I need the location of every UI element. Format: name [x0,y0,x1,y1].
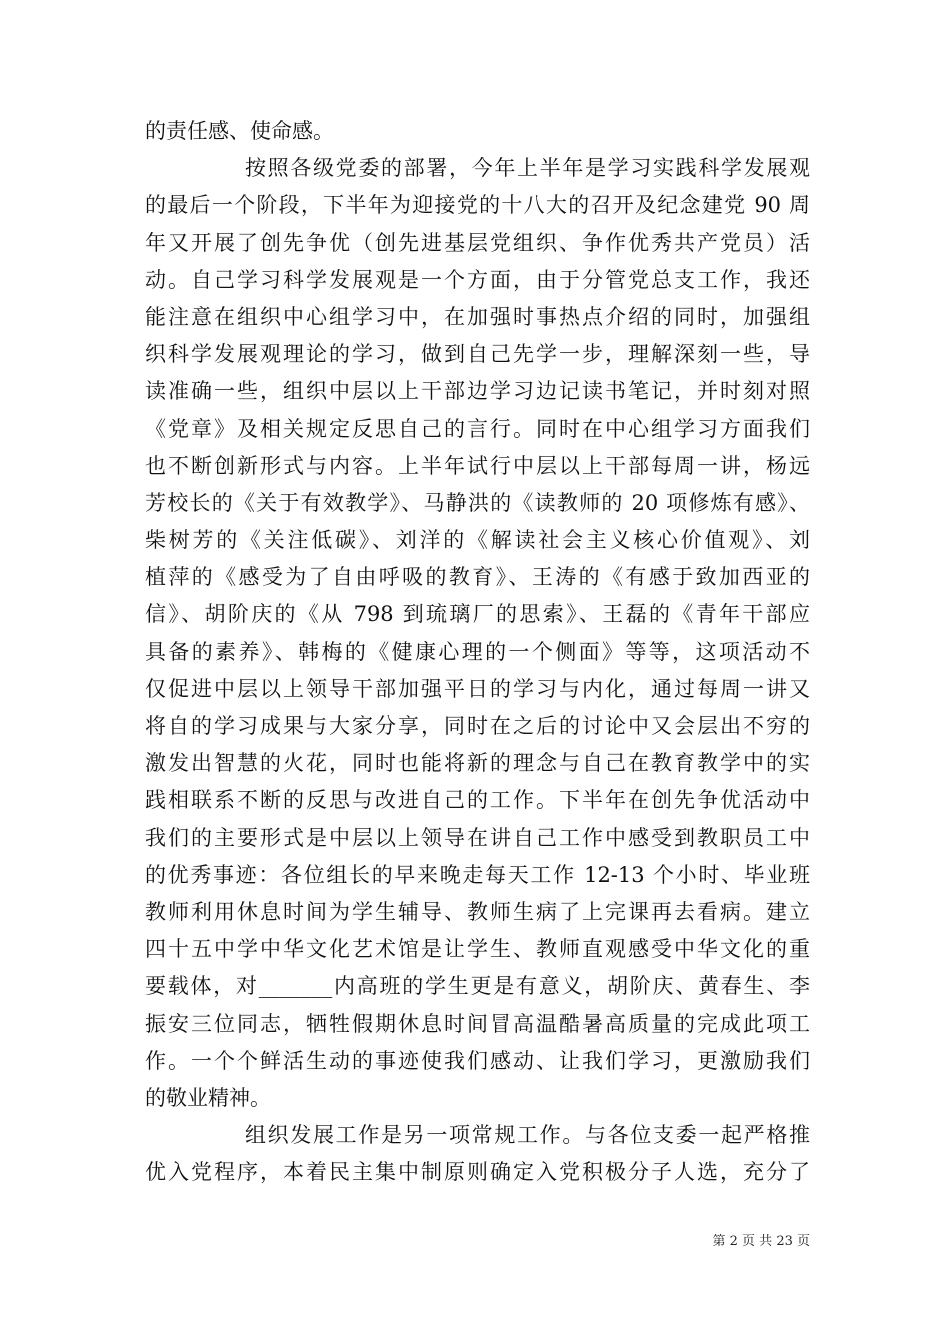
text-line: 的优秀事迹：各位组长的早来晚走每天工作 12-13 个小时、毕业班 [145,862,810,887]
text-line: 的责任感、使命感。 [145,119,334,143]
text-line: 教师利用休息时间为学生辅导、教师生病了上完课再去看病。建立 [145,899,810,924]
text-line: 作。一个个鲜活生动的事迹使我们感动、让我们学习，更激励我们 [145,1048,810,1073]
text-line: 的敬业精神。 [145,1085,271,1110]
text-line: 植萍的《感受为了自由呼吸的教育》、王涛的《有感于致加西亚的 [145,565,810,590]
text-line: 芳校长的《关于有效教学》、马静洪的《读教师的 20 项修炼有感》、 [145,490,810,515]
text-line: 我们的主要形式是中层以上领导在讲自己工作中感受到教职员工中 [145,825,810,850]
text-line: 织科学发展观理论的学习，做到自己先学一步，理解深刻一些，导 [145,342,810,367]
text-line: 仅促进中层以上领导干部加强平日的学习与内化，通过每周一讲又 [145,676,810,701]
text-line: 年又开展了创先争优（创先进基层党组织、争作优秀共产党员）活 [145,230,810,255]
paragraph-first-line: 按照各级党委的部署，今年上半年是学习实践科学发展观 [245,156,810,181]
text-line: 践相联系不断的反思与改进自己的工作。下半年在创先争优活动中 [145,788,810,813]
text-line: 激发出智慧的火花，同时也能将新的理念与自己在教育教学中的实 [145,751,810,776]
text-line: 读准确一些，组织中层以上干部边学习边记读书笔记，并时刻对照 [145,379,810,404]
text-line: 柴树芳的《关注低碳》、刘洋的《解读社会主义核心价值观》、刘 [145,528,810,553]
text-line: 也不断创新形式与内容。上半年试行中层以上干部每周一讲，杨远 [145,453,810,478]
text-line: 要载体，对_______内高班的学生更是有意义，胡阶庆、黄春生、李 [145,974,810,999]
text-line: 振安三位同志，牺牲假期休息时间冒高温酷暑高质量的完成此项工 [145,1011,810,1036]
paragraph-first-line: 组织发展工作是另一项常规工作。与各位支委一起严格推 [245,1123,810,1148]
body-text [145,113,810,1191]
text-line: 具备的素养》、韩梅的《健康心理的一个侧面》等等，这项活动不 [145,639,810,664]
text-line: 优入党程序，本着民主集中制原则确定入党积极分子人选，充分了 [145,1160,810,1185]
text-line: 将自的学习成果与大家分享，同时在之后的讨论中又会层出不穷的 [145,714,810,738]
text-line: 动。自己学习科学发展观是一个方面，由于分管党总支工作，我还 [145,267,810,292]
text-line: 四十五中学中华文化艺术馆是让学生、教师直观感受中华文化的重 [145,937,810,962]
text-line: 的最后一个阶段，下半年为迎接党的十八大的召开及纪念建党 90 周 [145,193,810,218]
text-line: 能注意在组织中心组学习中，在加强时事热点介绍的同时，加强组 [145,304,810,329]
text-line: 《党章》及相关规定反思自己的言行。同时在中心组学习方面我们 [145,416,810,441]
text-line: 信》、胡阶庆的《从 798 到琉璃厂的思索》、王磊的《青年干部应 [145,602,810,627]
page-number: 第 2 页 共 23 页 [712,1234,810,1249]
